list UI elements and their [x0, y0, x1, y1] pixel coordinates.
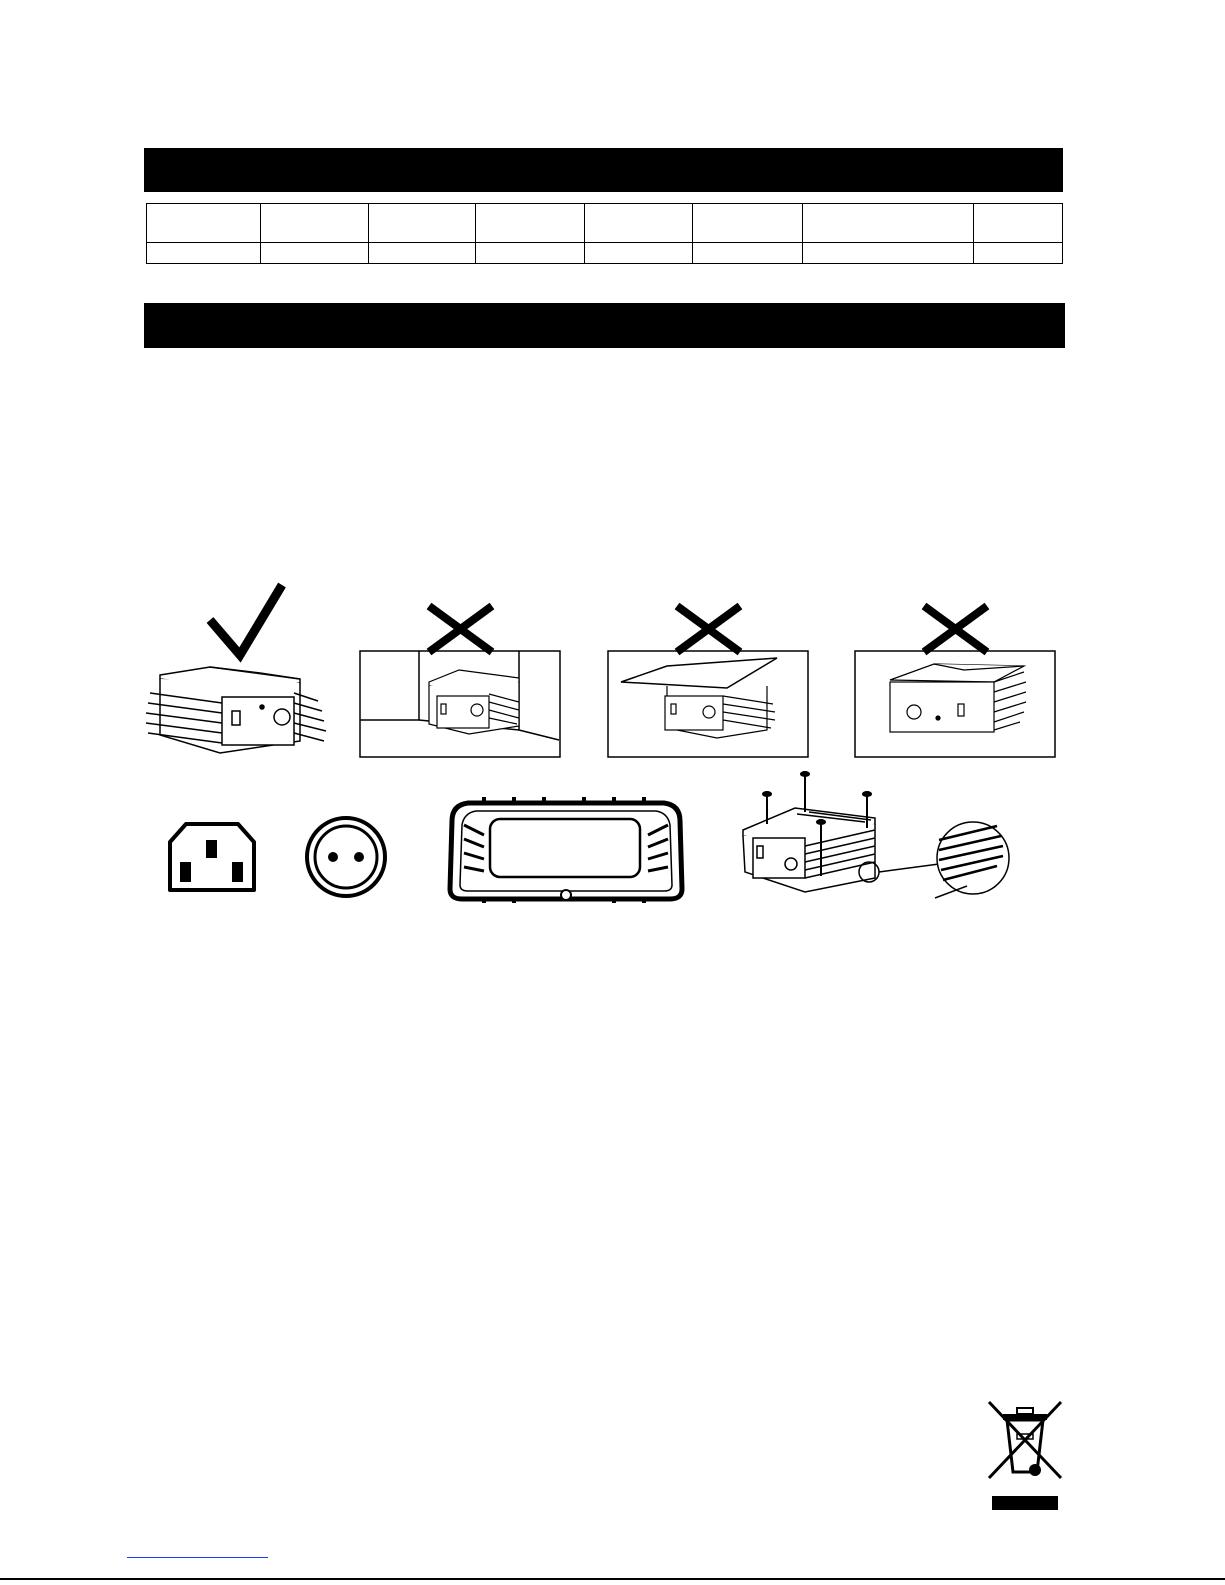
spec-value-cell	[476, 243, 585, 264]
spec-header-cell	[476, 204, 585, 243]
spec-value-cell	[261, 243, 369, 264]
spec-value-cell	[803, 243, 974, 264]
footer-rule	[0, 1578, 1225, 1580]
spec-header-cell	[803, 204, 974, 243]
device-unit-icon	[665, 686, 775, 738]
spec-value-cell	[693, 243, 803, 264]
spec-header-cell	[974, 204, 1063, 243]
spec-header-cell	[585, 204, 693, 243]
spec-value-cell	[585, 243, 693, 264]
spec-header-cell	[261, 204, 369, 243]
spec-table	[146, 203, 1063, 264]
placement-panel-inverted	[854, 600, 1056, 758]
device-unit-icon	[146, 667, 326, 753]
detail-magnifier	[935, 822, 1009, 898]
spec-table-row	[147, 243, 1063, 264]
weee-bin-icon	[985, 1400, 1065, 1512]
section-header-bar-2	[144, 303, 1065, 348]
placement-panel-enclosed	[359, 600, 561, 758]
placement-panel-covered	[607, 600, 809, 758]
spec-header-cell	[369, 204, 476, 243]
spec-value-cell	[974, 243, 1063, 264]
spec-table-header-row	[147, 204, 1063, 243]
iec-inlet-icon	[166, 820, 258, 896]
link-underline	[127, 1557, 268, 1558]
check-icon	[210, 585, 282, 655]
two-pin-socket-icon	[304, 815, 388, 899]
spec-header-cell	[147, 204, 261, 243]
cross-icon	[429, 606, 492, 652]
spec-value-cell	[369, 243, 476, 264]
spec-header-cell	[693, 204, 803, 243]
housing-outline-icon	[444, 795, 688, 903]
cross-icon	[924, 606, 987, 652]
section-header-bar-1	[144, 148, 1063, 192]
mounting-screws-icon	[735, 768, 1015, 908]
cross-icon	[677, 606, 740, 652]
device-unit-icon	[429, 670, 519, 734]
placement-panel-correct	[140, 575, 330, 765]
spec-value-cell	[147, 243, 261, 264]
